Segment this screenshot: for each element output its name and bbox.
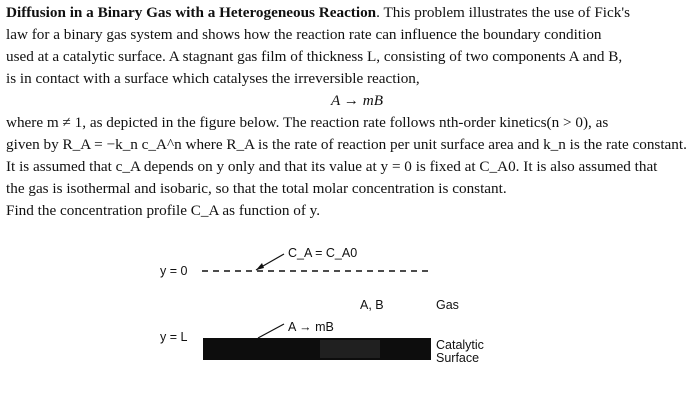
catalytic-surface-bar: [203, 338, 431, 360]
boundary-condition-label: C_A = C_A0: [288, 246, 358, 260]
problem-title: Diffusion in a Binary Gas with a Heterogeneous Reaction: [6, 4, 377, 21]
problem-line-where: where m ≠ 1, as depicted in the figure below. The reaction rate follows nth-order kinetics(n > 0), as: [6, 114, 609, 131]
problem-line-gas: the gas is isothermal and isobaric, so that the total molar concentration is constant.: [6, 180, 507, 197]
reaction-equation: A → mB: [330, 92, 384, 109]
problem-line-3: used at a catalytic surface. A stagnant gas film of thickness L, consisting of two components A and B,: [6, 48, 623, 65]
problem-line-task: Find the concentration profile C_A as function of y.: [6, 202, 321, 219]
yL-label: y = L: [160, 330, 188, 344]
boundary-pointer-head: [256, 263, 264, 270]
surface-label-line-1: Catalytic: [436, 338, 484, 352]
surface-label-line-2: Surface: [436, 351, 480, 365]
gas-label: Gas: [436, 298, 459, 312]
reaction-pointer: [258, 324, 284, 338]
surface-texture: [320, 340, 380, 358]
y0-label: y = 0: [160, 264, 188, 278]
problem-line-assume: It is assumed that c_A depends on y only and that its value at y = 0 is fixed at C_A0. It is also assumed that: [6, 158, 658, 175]
problem-intro-tail: . This problem illustrates the use of Fick's: [376, 4, 631, 21]
problem-line-rate: given by R_A = −k_n c_A^n where R_A is the rate of reaction per unit surface area and k_n is the rate constant.: [6, 136, 687, 153]
components-label: A, B: [360, 298, 384, 312]
problem-line-4: is in contact with a surface which catalyses the irreversible reaction,: [6, 70, 420, 87]
surface-reaction-label: A → mB: [288, 320, 334, 334]
problem-line-2: law for a binary gas system and shows how the reaction rate can influence the boundary condition: [6, 26, 602, 43]
